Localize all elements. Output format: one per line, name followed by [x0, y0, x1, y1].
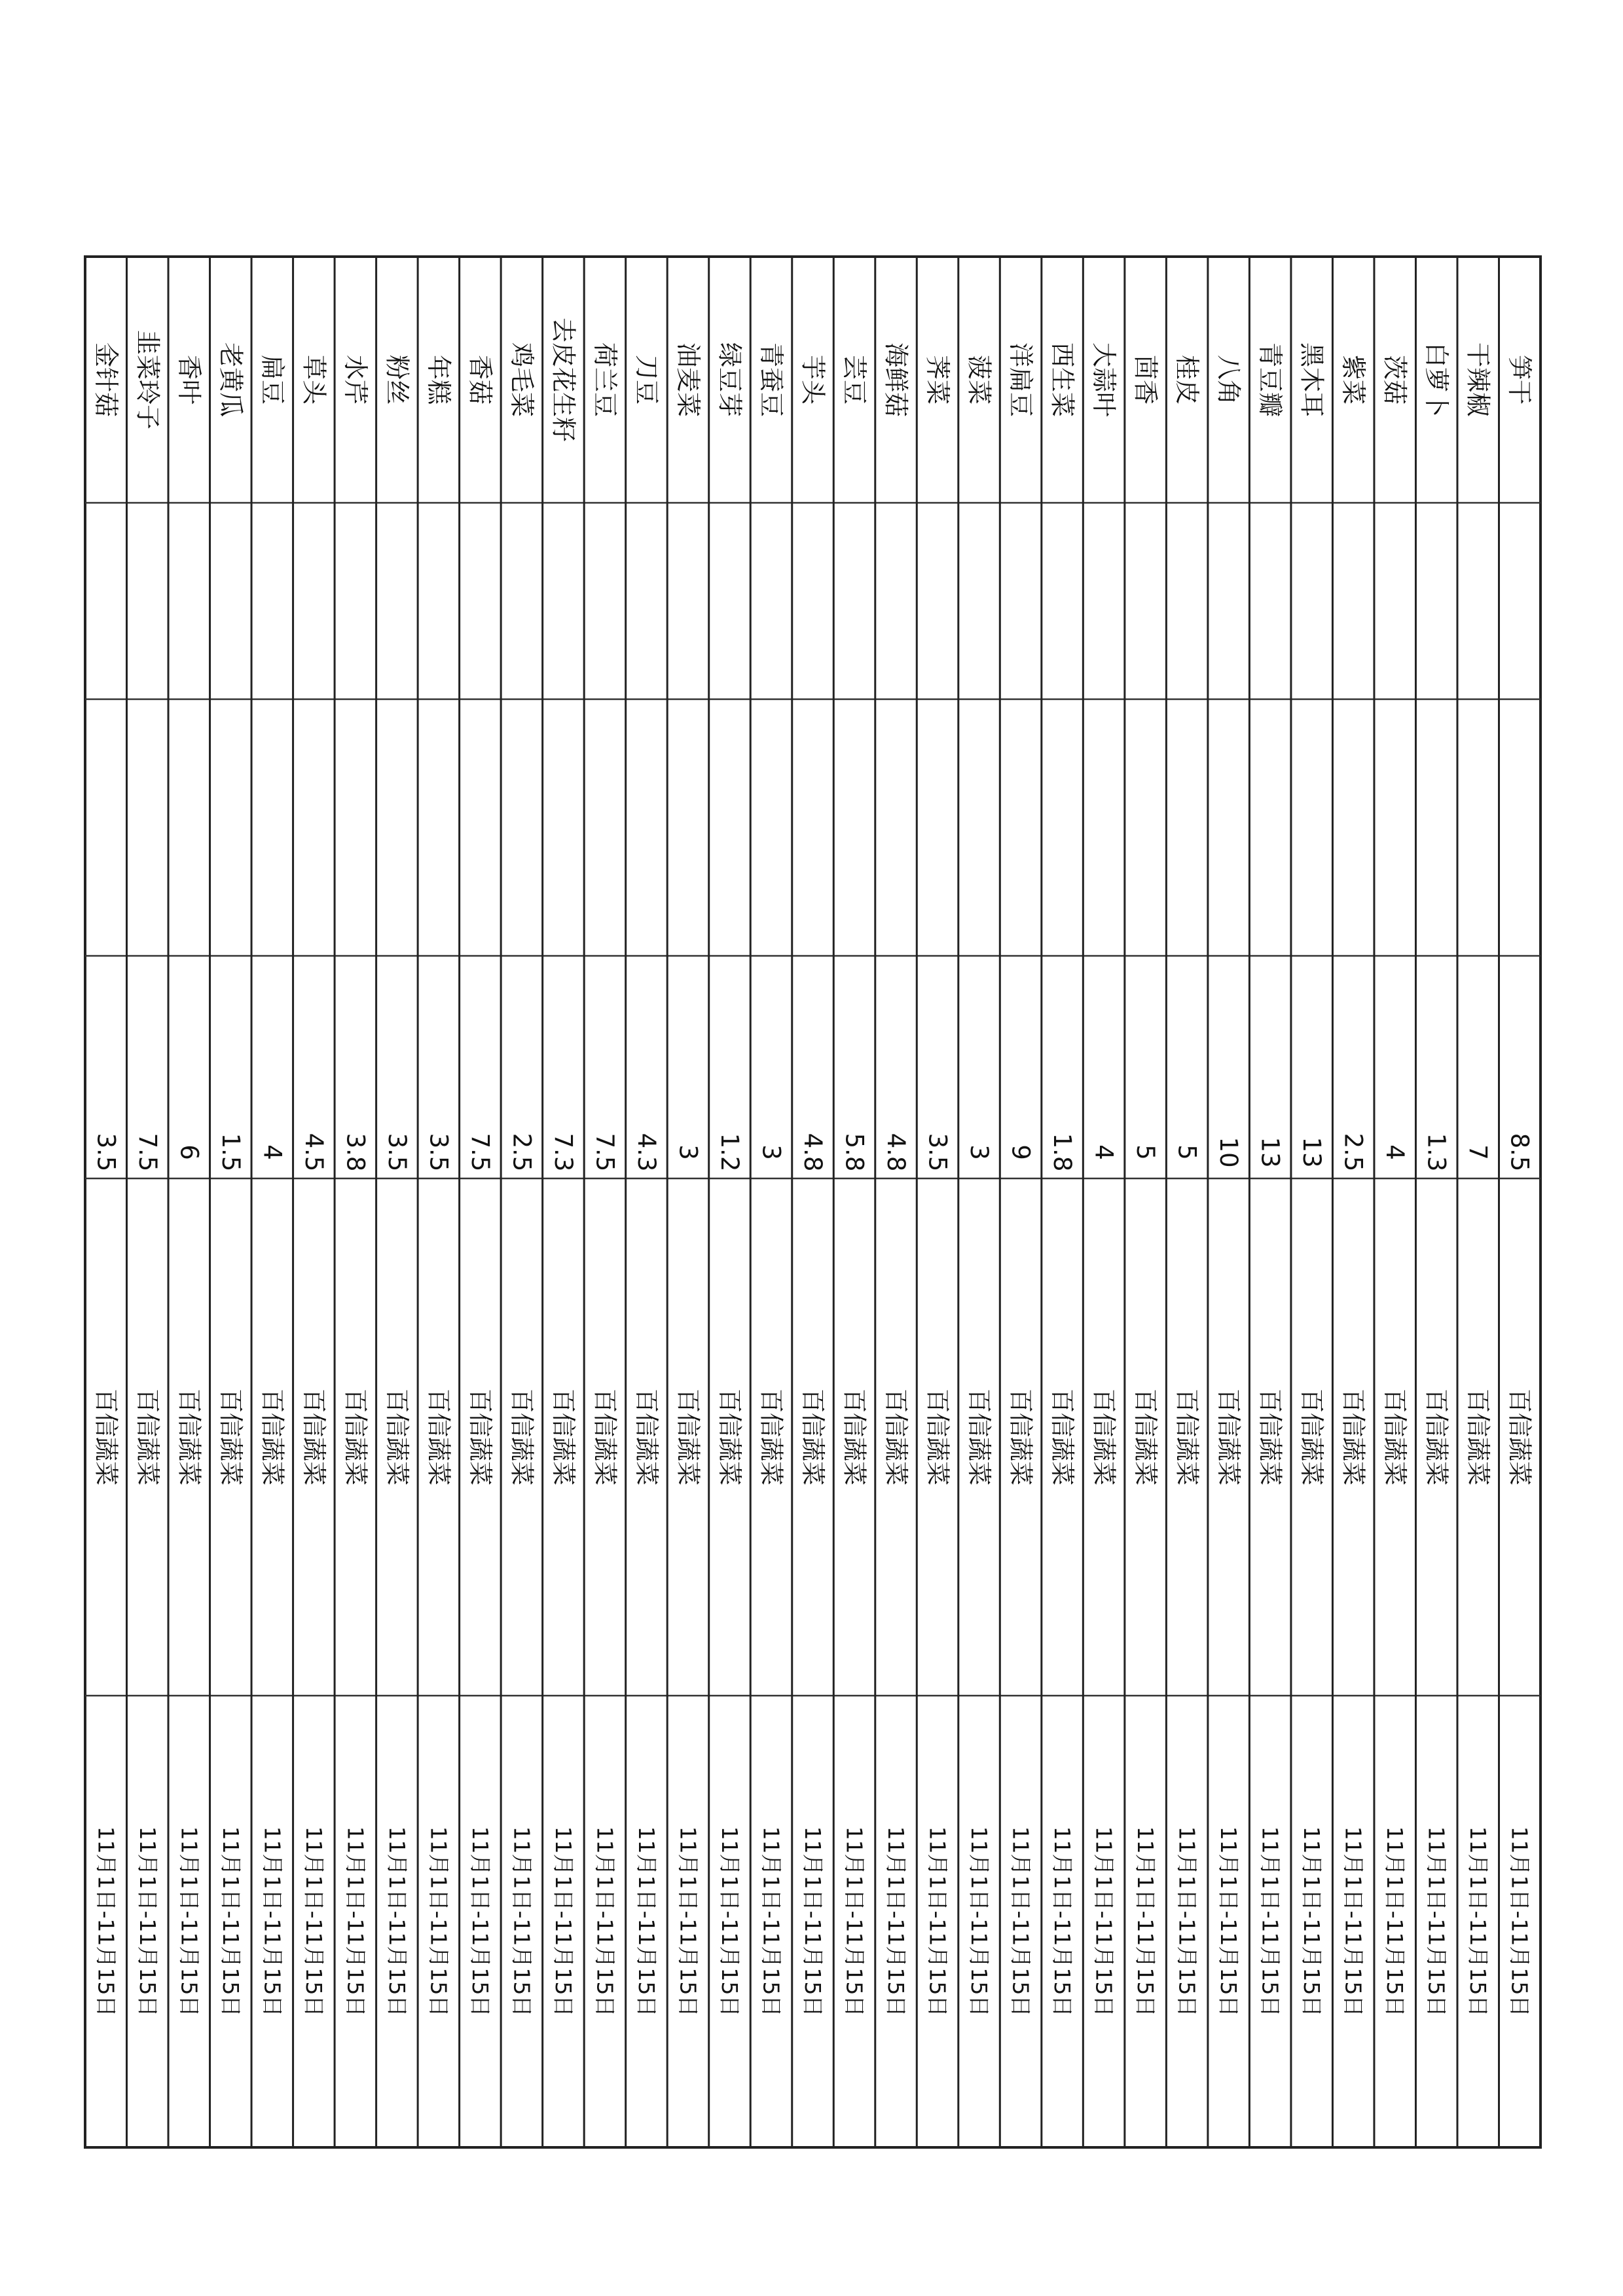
- item-price: 7.3: [549, 1133, 577, 1172]
- item-name: 绿豆芽: [715, 342, 744, 418]
- item-price: 1.5: [216, 1133, 245, 1172]
- item-supplier: 百信蔬菜: [133, 1389, 162, 1485]
- item-supplier: 百信蔬菜: [216, 1389, 245, 1485]
- item-period: 11月1日-11月15日: [841, 1826, 867, 2017]
- item-name: 桂皮: [1173, 354, 1202, 405]
- item-name: 刀豆: [632, 354, 661, 405]
- item-name: 芋头: [798, 354, 828, 405]
- item-name: 青豆瓣: [1256, 342, 1285, 418]
- item-name: 菠菜: [964, 354, 994, 405]
- item-supplier: 百信蔬菜: [1131, 1389, 1160, 1485]
- item-period: 11月1日-11月15日: [592, 1826, 618, 2017]
- item-supplier: 百信蔬菜: [1256, 1389, 1285, 1485]
- item-price: 5: [1131, 1144, 1160, 1160]
- item-period: 11月1日-11月15日: [217, 1826, 244, 2017]
- item-price: 3: [965, 1144, 994, 1160]
- item-supplier: 百信蔬菜: [674, 1389, 702, 1485]
- item-period: 11月1日-11月15日: [675, 1826, 701, 2017]
- item-price: 3: [757, 1144, 786, 1160]
- item-period: 11月1日-11月15日: [800, 1826, 826, 2017]
- item-price: 3.8: [341, 1133, 370, 1172]
- item-period: 11月1日-11月15日: [1133, 1826, 1159, 2017]
- item-price: 2.5: [507, 1133, 536, 1172]
- item-price: 7.5: [465, 1133, 494, 1172]
- item-period: 11月1日-11月15日: [342, 1826, 369, 2017]
- item-supplier: 百信蔬菜: [840, 1389, 869, 1485]
- item-price: 4: [258, 1144, 287, 1160]
- item-name: 去皮花生籽: [549, 317, 578, 443]
- item-period: 11月1日-11月15日: [93, 1826, 119, 2017]
- item-price: 13: [1298, 1137, 1326, 1168]
- item-period: 11月1日-11月15日: [1049, 1826, 1076, 2017]
- item-name: 香菇: [465, 354, 495, 405]
- item-period: 11月1日-11月15日: [176, 1826, 202, 2017]
- item-period: 11月1日-11月15日: [1465, 1826, 1491, 2017]
- item-name: 草头: [299, 354, 329, 405]
- item-name: 大蒜叶: [1089, 342, 1119, 418]
- item-period: 11月1日-11月15日: [1008, 1826, 1034, 2017]
- item-price: 5.8: [840, 1133, 869, 1172]
- item-period: 11月1日-11月15日: [550, 1826, 576, 2017]
- item-period: 11月1日-11月15日: [1091, 1826, 1117, 2017]
- item-supplier: 百信蔬菜: [715, 1389, 744, 1485]
- item-period: 11月1日-11月15日: [758, 1826, 784, 2017]
- item-price: 10: [1214, 1137, 1243, 1168]
- item-supplier: 百信蔬菜: [591, 1389, 619, 1485]
- item-supplier: 百信蔬菜: [1048, 1389, 1077, 1485]
- item-name: 荠菜: [923, 354, 953, 405]
- item-period: 11月1日-11月15日: [1506, 1826, 1533, 2017]
- item-name: 茨菇: [1380, 354, 1410, 405]
- item-name: 韭菜玲子: [133, 329, 162, 430]
- item-supplier: 百信蔬菜: [1505, 1389, 1534, 1485]
- item-period: 11月1日-11月15日: [1174, 1826, 1200, 2017]
- item-price: 5: [1173, 1144, 1201, 1160]
- item-price: 7.5: [133, 1133, 162, 1172]
- item-price: 4.3: [632, 1133, 661, 1172]
- item-period: 11月1日-11月15日: [259, 1826, 285, 2017]
- item-name: 西生菜: [1048, 342, 1077, 418]
- item-supplier: 百信蔬菜: [1214, 1389, 1243, 1485]
- item-period: 11月1日-11月15日: [509, 1826, 535, 2017]
- item-price: 1.8: [1048, 1133, 1077, 1172]
- table-cells: [92, 318, 1534, 2016]
- item-price: 3.5: [92, 1133, 120, 1172]
- item-price: 7.5: [591, 1133, 619, 1172]
- item-name: 水芹: [340, 354, 370, 405]
- item-supplier: 百信蔬菜: [799, 1389, 827, 1485]
- item-supplier: 百信蔬菜: [632, 1389, 661, 1485]
- item-price: 4.5: [299, 1133, 328, 1172]
- item-price: 1.2: [715, 1133, 744, 1172]
- item-name: 老黄瓜: [216, 342, 246, 418]
- item-supplier: 百信蔬菜: [92, 1389, 120, 1485]
- item-supplier: 百信蔬菜: [923, 1389, 952, 1485]
- item-name: 紫菜: [1339, 354, 1368, 405]
- item-supplier: 百信蔬菜: [965, 1389, 994, 1485]
- item-supplier: 百信蔬菜: [1464, 1389, 1493, 1485]
- item-supplier: 百信蔬菜: [258, 1389, 287, 1485]
- item-name: 青蚕豆: [756, 342, 786, 418]
- item-period: 11月1日-11月15日: [1216, 1826, 1242, 2017]
- item-period: 11月1日-11月15日: [633, 1826, 659, 2017]
- item-price: 6: [175, 1144, 204, 1160]
- item-supplier: 百信蔬菜: [507, 1389, 536, 1485]
- item-supplier: 百信蔬菜: [175, 1389, 204, 1485]
- item-name: 洋扁豆: [1006, 342, 1036, 418]
- item-name: 茴香: [1131, 354, 1160, 405]
- item-supplier: 百信蔬菜: [882, 1389, 911, 1485]
- item-period: 11月1日-11月15日: [883, 1826, 909, 2017]
- item-period: 11月1日-11月15日: [924, 1826, 951, 2017]
- item-supplier: 百信蔬菜: [382, 1389, 411, 1485]
- item-period: 11月1日-11月15日: [467, 1826, 493, 2017]
- item-supplier: 百信蔬菜: [1381, 1389, 1410, 1485]
- item-period: 11月1日-11月15日: [426, 1826, 452, 2017]
- item-supplier: 百信蔬菜: [1006, 1389, 1035, 1485]
- item-price: 2.5: [1339, 1133, 1368, 1172]
- item-supplier: 百信蔬菜: [424, 1389, 453, 1485]
- item-price: 13: [1256, 1137, 1285, 1168]
- item-name: 海鲜菇: [881, 342, 911, 418]
- item-name: 扁豆: [257, 354, 287, 405]
- item-supplier: 百信蔬菜: [299, 1389, 328, 1485]
- item-period: 11月1日-11月15日: [966, 1826, 993, 2017]
- item-price: 3.5: [424, 1133, 453, 1172]
- item-name: 黑木耳: [1297, 342, 1326, 418]
- item-name: 油麦菜: [673, 342, 702, 418]
- item-price: 8.5: [1505, 1133, 1534, 1172]
- item-price: 9: [1006, 1144, 1035, 1160]
- item-price: 1.3: [1422, 1133, 1451, 1172]
- item-name: 笋干: [1505, 354, 1535, 405]
- item-name: 芸豆: [840, 354, 869, 405]
- item-supplier: 百信蔬菜: [1298, 1389, 1326, 1485]
- item-period: 11月1日-11月15日: [384, 1826, 410, 2017]
- item-supplier: 百信蔬菜: [341, 1389, 370, 1485]
- item-period: 11月1日-11月15日: [1382, 1826, 1408, 2017]
- item-name: 香叶: [174, 354, 204, 405]
- item-price: 3: [674, 1144, 702, 1160]
- item-name: 白萝卜: [1422, 342, 1451, 418]
- item-period: 11月1日-11月15日: [301, 1826, 327, 2017]
- item-name: 粉丝: [382, 354, 412, 405]
- item-supplier: 百信蔬菜: [1173, 1389, 1201, 1485]
- item-supplier: 百信蔬菜: [1089, 1389, 1118, 1485]
- item-name: 荷兰豆: [590, 342, 619, 418]
- item-supplier: 百信蔬菜: [465, 1389, 494, 1485]
- item-price: 3.5: [923, 1133, 952, 1172]
- item-price: 4: [1381, 1144, 1410, 1160]
- item-name: 干辣椒: [1463, 342, 1493, 418]
- item-supplier: 百信蔬菜: [1339, 1389, 1368, 1485]
- item-price: 4.8: [799, 1133, 827, 1172]
- item-supplier: 百信蔬菜: [549, 1389, 577, 1485]
- item-name: 八角: [1214, 354, 1243, 405]
- item-name: 金针菇: [91, 342, 120, 418]
- item-period: 11月1日-11月15日: [1340, 1826, 1366, 2017]
- item-name: 鸡毛菜: [507, 342, 536, 418]
- item-price: 4.8: [882, 1133, 911, 1172]
- item-period: 11月1日-11月15日: [716, 1826, 742, 2017]
- item-period: 11月1日-11月15日: [134, 1826, 160, 2017]
- item-name: 年糕: [424, 354, 453, 405]
- item-price: 7: [1464, 1144, 1493, 1160]
- item-supplier: 百信蔬菜: [1422, 1389, 1451, 1485]
- item-supplier: 百信蔬菜: [757, 1389, 786, 1485]
- item-price: 4: [1089, 1144, 1118, 1160]
- item-period: 11月1日-11月15日: [1257, 1826, 1283, 2017]
- item-period: 11月1日-11月15日: [1299, 1826, 1325, 2017]
- item-price: 3.5: [382, 1133, 411, 1172]
- item-period: 11月1日-11月15日: [1423, 1826, 1450, 2017]
